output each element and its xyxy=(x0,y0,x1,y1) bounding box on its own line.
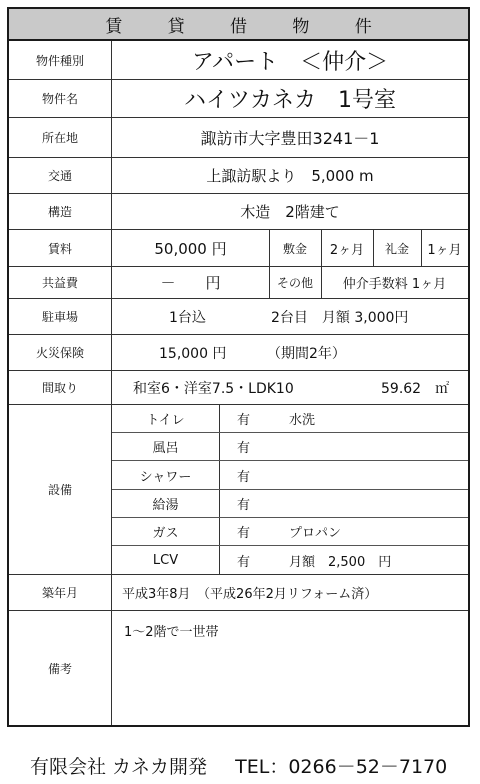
label-transport: 交通 xyxy=(9,158,112,193)
company-name: 有限会社 カネカ開発 xyxy=(30,756,208,778)
facility-row xyxy=(112,546,468,575)
row-rent xyxy=(9,230,468,267)
value-transport: 上諏訪駅より 5,000 m xyxy=(206,167,374,185)
row-remarks xyxy=(9,611,468,725)
value-insurance-amount: 15,000 円 xyxy=(159,345,227,362)
value-property-type: アパート ＜仲介＞ xyxy=(191,49,389,75)
facility-detail: プロパン xyxy=(289,526,342,541)
facility-status: 有 xyxy=(237,469,251,485)
facility-name: 給湯 xyxy=(152,498,179,513)
value-parking-second: 2台目 月額 3,000円 xyxy=(271,309,409,326)
row-property-name xyxy=(9,80,468,118)
facility-row xyxy=(112,461,468,490)
label-address: 所在地 xyxy=(9,118,112,157)
value-parking-first: 1台込 xyxy=(169,309,206,326)
label-rent: 賃料 xyxy=(9,230,112,266)
row-common-fee xyxy=(9,267,468,299)
facility-row xyxy=(112,518,468,546)
label-property-type: 物件種別 xyxy=(9,41,112,79)
facility-status: 有 xyxy=(237,441,251,456)
label-fire-insurance: 火災保険 xyxy=(9,335,112,370)
label-other: その他 xyxy=(276,276,313,290)
label-property-name: 物件名 xyxy=(9,80,112,117)
facility-row xyxy=(112,433,468,461)
facility-name: 風呂 xyxy=(152,441,179,456)
facility-name: シャワー xyxy=(139,469,192,485)
phone-number: TEL：0266－52－7170 xyxy=(235,756,448,778)
value-deposit: 2ヶ月 xyxy=(329,242,365,258)
label-deposit: 敷金 xyxy=(282,241,307,256)
value-built: 平成3年8月 （平成26年2月リフォーム済） xyxy=(122,587,378,602)
footer xyxy=(30,752,447,779)
facility-row xyxy=(112,405,468,433)
facility-name: トイレ xyxy=(146,413,185,428)
facility-name: ガス xyxy=(152,526,179,541)
facility-status: 有 xyxy=(237,498,251,513)
facility-status: 有 xyxy=(237,526,251,541)
label-facilities: 設備 xyxy=(9,405,112,574)
label-key-money: 礼金 xyxy=(384,241,409,256)
facility-detail: 月額 2,500 円 xyxy=(289,555,392,570)
value-remarks: 1～2階で一世帯 xyxy=(124,625,219,640)
row-fire-insurance xyxy=(9,335,468,371)
row-transport xyxy=(9,158,468,194)
value-structure: 木造 2階建て xyxy=(240,203,340,221)
facility-detail: 水洗 xyxy=(289,413,316,428)
sheet-title: 賃 貸 借 物 件 xyxy=(9,9,468,41)
label-common-fee: 共益費 xyxy=(9,267,112,298)
value-layout-area: 59.62 ㎡ xyxy=(381,380,450,397)
facility-status: 有 xyxy=(237,413,251,428)
row-property-type xyxy=(9,41,468,80)
value-layout-rooms: 和室6・洋室7.5・LDK10 xyxy=(133,380,294,397)
facility-status: 有 xyxy=(237,555,251,570)
facility-row xyxy=(112,490,468,518)
value-rent: 50,000 円 xyxy=(154,239,227,258)
row-built xyxy=(9,575,468,611)
value-address: 諏訪市大字豊田3241－1 xyxy=(200,129,380,148)
value-common-fee: － 円 xyxy=(160,274,221,292)
value-property-name: ハイツカネカ 1号室 xyxy=(184,88,396,113)
facility-name: LCV xyxy=(152,553,179,568)
value-key-money: 1ヶ月 xyxy=(427,242,462,258)
row-parking xyxy=(9,299,468,335)
property-sheet xyxy=(7,7,470,727)
label-structure: 構造 xyxy=(9,194,112,229)
row-facilities xyxy=(9,405,468,575)
row-address xyxy=(9,118,468,158)
value-other: 仲介手数料 1ヶ月 xyxy=(342,277,447,292)
label-parking: 駐車場 xyxy=(9,299,112,334)
label-remarks: 備考 xyxy=(9,611,112,725)
label-layout: 間取り xyxy=(9,371,112,404)
row-layout xyxy=(9,371,468,405)
label-built: 築年月 xyxy=(9,575,112,610)
row-structure xyxy=(9,194,468,230)
value-insurance-period: （期間2年） xyxy=(267,345,346,362)
